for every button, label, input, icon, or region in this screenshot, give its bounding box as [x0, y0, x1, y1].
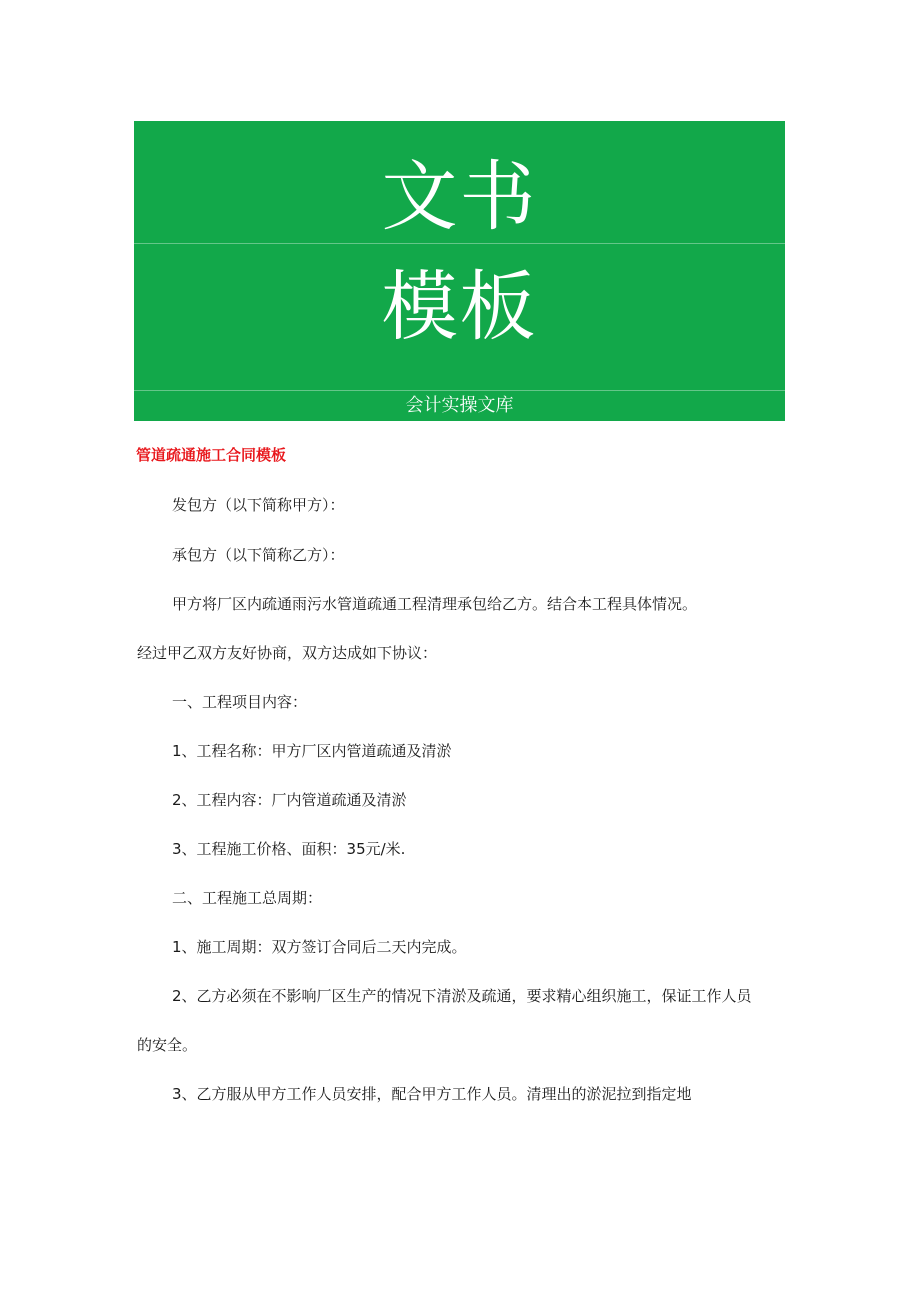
paragraph-line: 1、工程名称：甲方厂区内管道疏通及清淤: [172, 742, 452, 760]
cover-banner: [134, 121, 785, 421]
banner-title-line1: 文书: [381, 152, 538, 241]
document-title: 管道疏通施工合同模板: [136, 446, 287, 464]
paragraph-line: 2、乙方必须在不影响厂区生产的情况下清淤及疏通，要求精心组织施工，保证工作人员: [172, 987, 752, 1005]
paragraph-line: 承包方（以下简称乙方）：: [172, 546, 345, 564]
paragraph-line: 1、施工周期：双方签订合同后二天内完成。: [172, 938, 467, 956]
paragraph-line: 的安全。: [137, 1036, 198, 1054]
paragraph-line: 3、工程施工价格、面积：35元/米.: [172, 840, 406, 858]
banner-title-line2: 模板: [381, 262, 538, 351]
paragraph-line: 发包方（以下简称甲方）：: [172, 496, 345, 514]
banner-divider: [134, 243, 785, 244]
paragraph-line: 甲方将厂区内疏通雨污水管道疏通工程清理承包给乙方。结合本工程具体情况。: [172, 595, 698, 613]
banner-subtitle: 会计实操文库: [405, 395, 514, 416]
paragraph-line: 2、工程内容：厂内管道疏通及清淤: [172, 791, 407, 809]
paragraph-line: 二、工程施工总周期：: [172, 889, 323, 907]
banner-divider: [134, 390, 785, 391]
paragraph-line: 经过甲乙双方友好协商，双方达成如下协议：: [137, 644, 438, 662]
paragraph-line: 3、乙方服从甲方工作人员安排，配合甲方工作人员。清理出的淤泥拉到指定地: [172, 1085, 692, 1103]
paragraph-line: 一、工程项目内容：: [172, 693, 308, 711]
